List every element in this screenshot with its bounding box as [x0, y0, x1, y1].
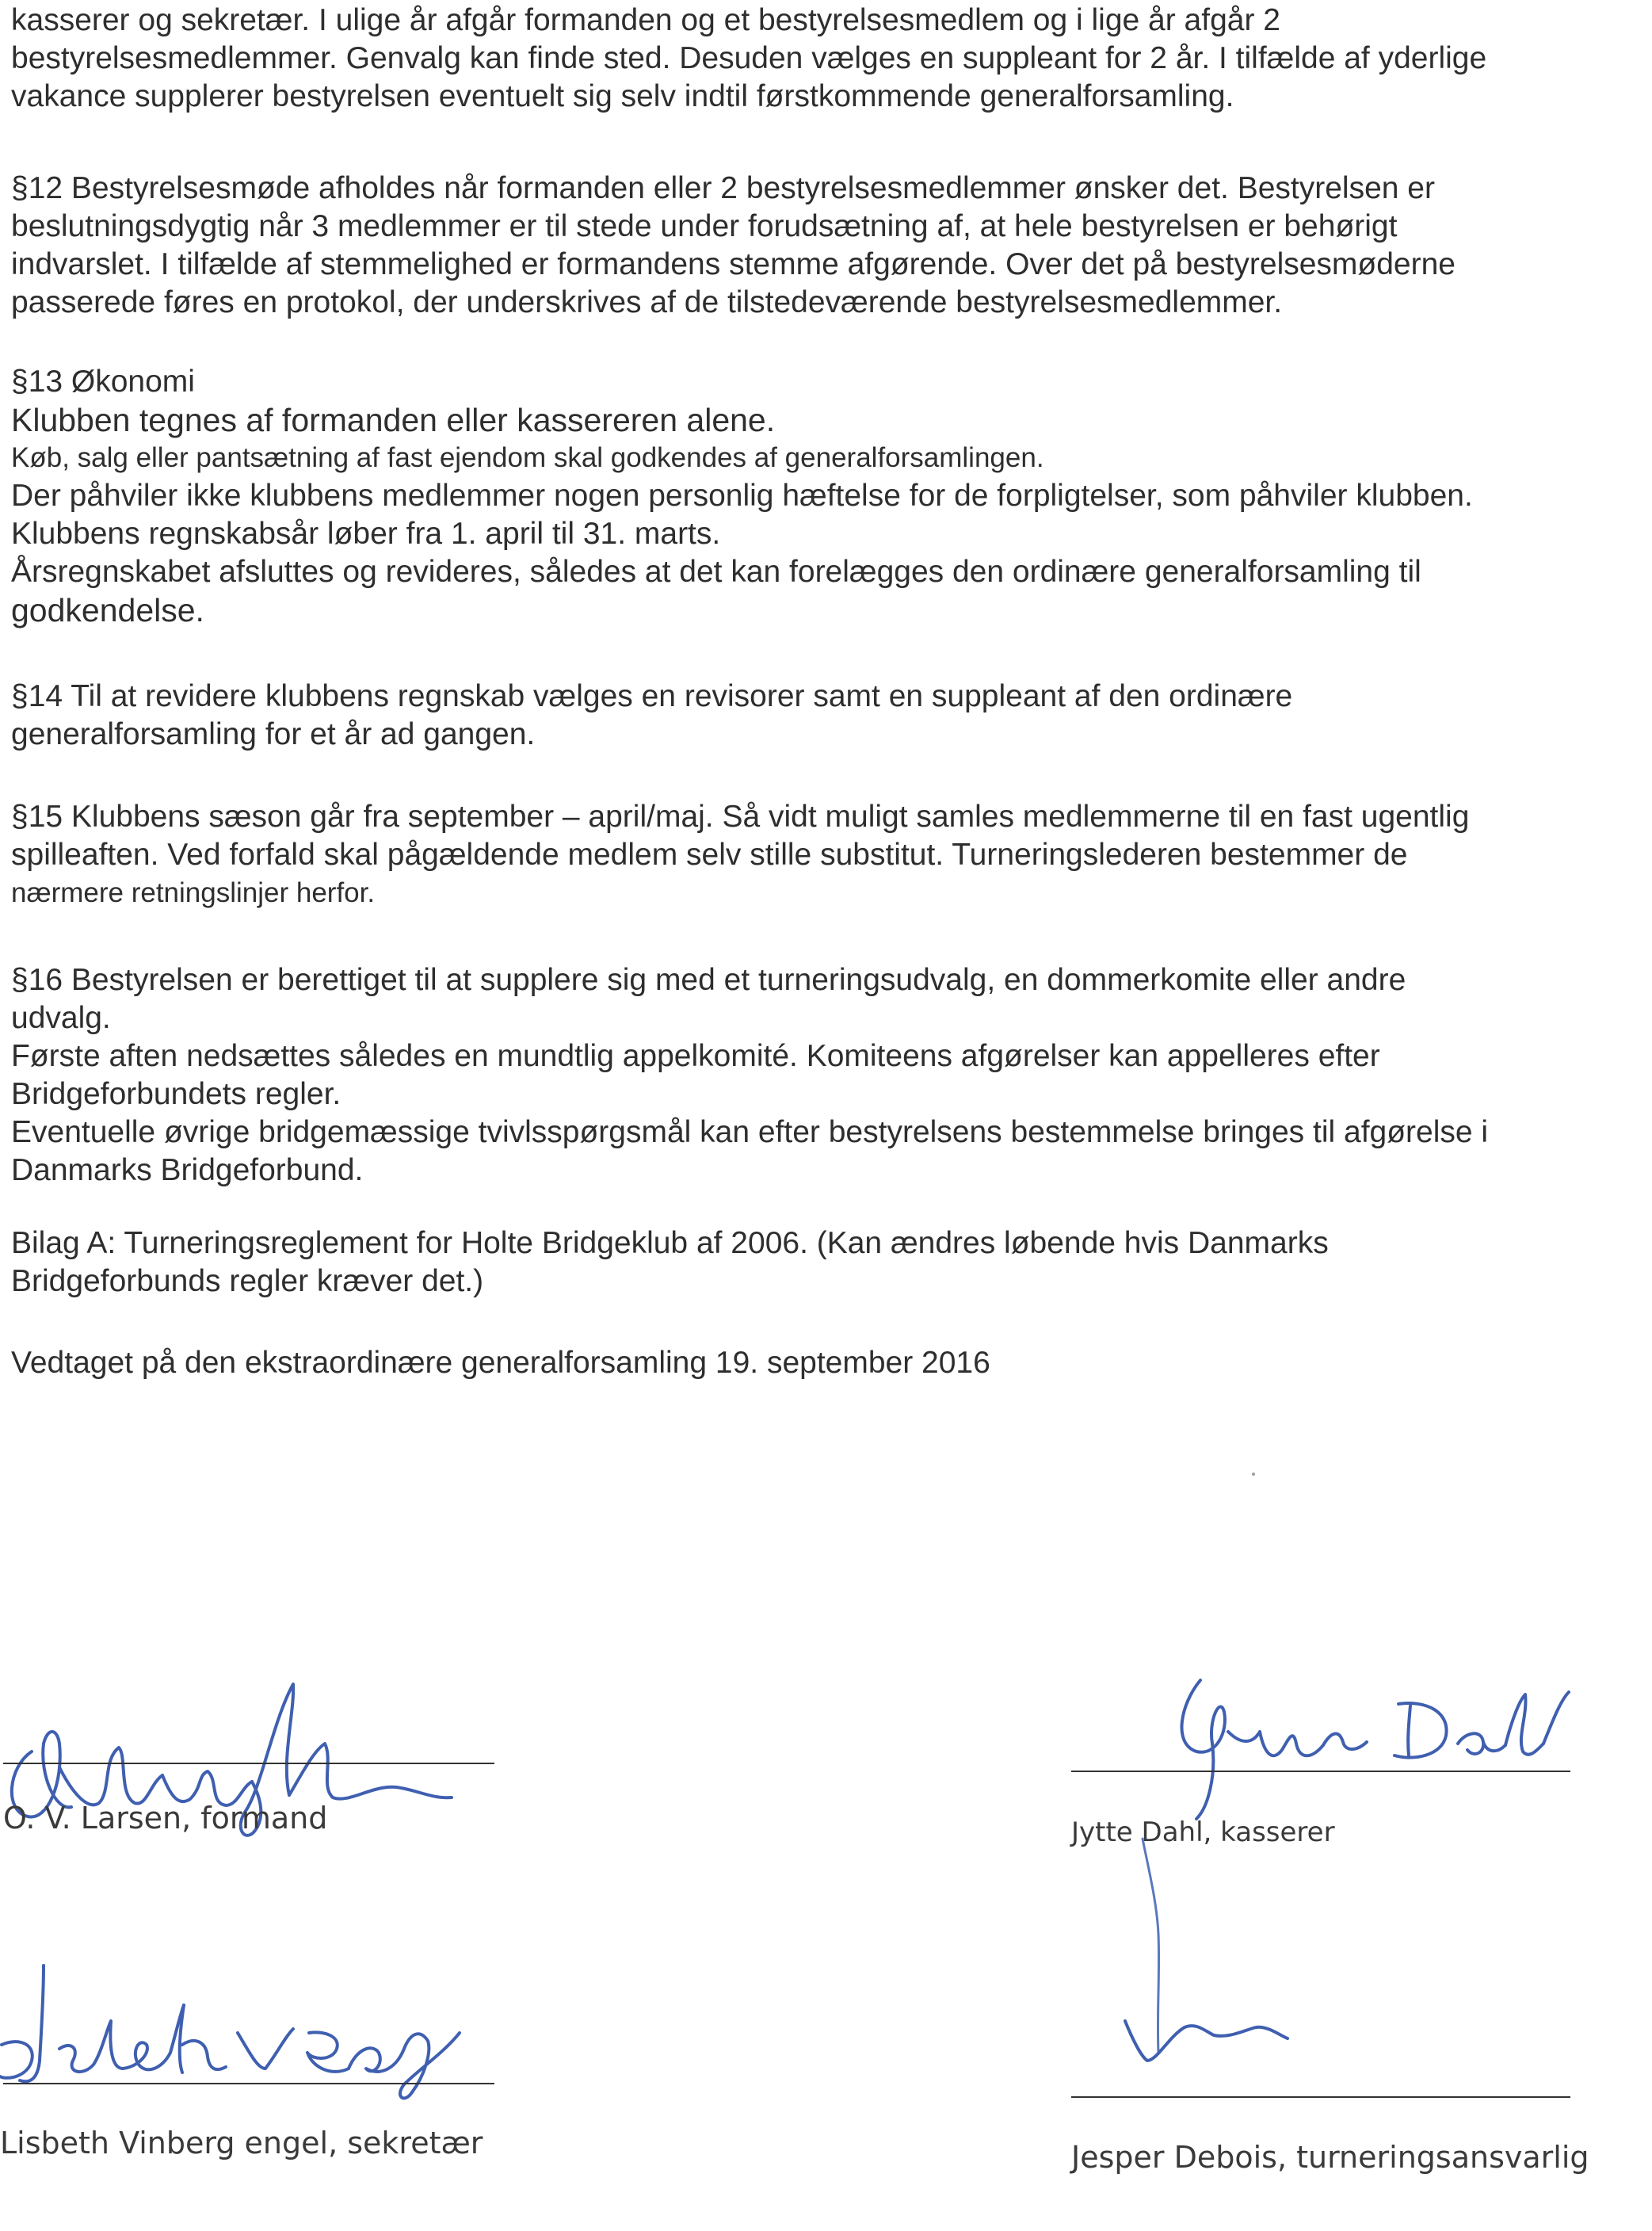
text-line: Danmarks Bridgeforbund. [11, 1153, 364, 1187]
signatory-sekretaer: Lisbeth Vinberg engel, sekretær [0, 2126, 483, 2160]
signature-line-sekretaer [3, 2083, 494, 2084]
text-line: godkendelse. [11, 592, 204, 628]
text-line: spilleaften. Ved forfald skal pågældende medlem selv stille substitut. Turneringslederen bestemmer de [11, 838, 1408, 872]
section-12-board-meetings [11, 170, 1596, 322]
signatory-kasserer: Jytte Dahl, kasserer [1071, 1817, 1335, 1848]
text-line: beslutningsdygtig når 3 medlemmer er til stede under forudsætning af, at hele bestyrelsen er behørigt [11, 209, 1398, 243]
text-line: Første aften nedsættes således en mundtlig appelkomité. Komiteens afgørelser kan appelleres efter [11, 1039, 1380, 1073]
appendix-note [11, 1224, 1596, 1301]
text-line: §12 Bestyrelsesmøde afholdes når formanden eller 2 bestyrelsesmedlemmer ønsker det. Bestyrelsen er [11, 171, 1435, 205]
text-line: Bridgeforbundets regler. [11, 1077, 341, 1111]
signatory-turnering: Jesper Debois, turneringsansvarlig [1071, 2140, 1589, 2175]
signature-line-kasserer [1071, 1771, 1570, 1772]
text-line: indvarslet. I tilfælde af stemmelighed er formandens stemme afgørende. Over det på bestyrelsesmøderne [11, 247, 1456, 281]
text-line: Klubben tegnes af formanden eller kassereren alene. [11, 402, 776, 438]
handwritten-signature-turnering [1109, 1823, 1553, 2108]
text-line: §15 Klubbens sæson går fra september – april/maj. Så vidt muligt samles medlemmerne til en fast ugentlig [11, 800, 1470, 834]
paragraph-board-election [11, 2, 1596, 116]
section-13-economy [11, 363, 1596, 629]
text-line: passerede føres en protokol, der underskrives af de tilstedeværende bestyrelsesmedlemmer. [11, 285, 1283, 319]
text-line: nærmere retningslinjer herfor. [11, 877, 376, 908]
text-line: Køb, salg eller pantsætning af fast ejendom skal godkendes af generalforsamlingen. [11, 442, 1044, 473]
adoption-statement [11, 1344, 1596, 1382]
scan-speck [1252, 1473, 1255, 1476]
section-heading: §13 Økonomi [11, 365, 195, 399]
section-15-season [11, 798, 1596, 912]
text-line: kasserer og sekretær. I ulige år afgår formanden og et bestyrelsesmedlem og i lige år afgår 2 [11, 3, 1280, 37]
section-16-committees [11, 961, 1596, 1190]
text-line: vakance supplerer bestyrelsen eventuelt sig selv indtil førstkommende generalforsamling. [11, 79, 1234, 113]
text-line: Årsregnskabet afsluttes og revideres, således at det kan forelægges den ordinære generalforsamling til [11, 555, 1421, 589]
text-line: Vedtaget på den ekstraordinære generalforsamling 19. september 2016 [11, 1346, 990, 1380]
text-line: Der påhviler ikke klubbens medlemmer nogen personlig hæftelse for de forpligtelser, som påhviler klubben. [11, 479, 1473, 513]
text-line: Klubbens regnskabsår løber fra 1. april til 31. marts. [11, 517, 721, 551]
section-14-audit [11, 678, 1596, 754]
text-line: §16 Bestyrelsen er berettiget til at supplere sig med et turneringsudvalg, en dommerkomite eller andre [11, 963, 1406, 997]
signature-line-turnering [1071, 2096, 1570, 2098]
text-line: Eventuelle øvrige bridgemæssige tvivlsspørgsmål kan efter bestyrelsens bestemmelse bringes til afgørelse i [11, 1115, 1489, 1149]
text-line: generalforsamling for et år ad gangen. [11, 717, 536, 751]
handwritten-signature-kasserer [1141, 1656, 1585, 1831]
text-line: bestyrelsesmedlemmer. Genvalg kan finde sted. Desuden vælges en suppleant for 2 år. I tilfælde af yderlige [11, 41, 1487, 75]
text-line: udvalg. [11, 1001, 111, 1035]
text-line: Bridgeforbunds regler kræver det.) [11, 1264, 484, 1298]
signature-line-formand [3, 1763, 494, 1764]
signatory-formand: O. V. Larsen, formand [3, 1801, 328, 1836]
text-line: §14 Til at revidere klubbens regnskab vælges en revisorer samt en suppleant af den ordinære [11, 679, 1293, 713]
text-line: Bilag A: Turneringsreglement for Holte Bridgeklub af 2006. (Kan ændres løbende hvis Danmarks [11, 1226, 1329, 1260]
handwritten-signature-sekretaer [0, 1958, 491, 2116]
